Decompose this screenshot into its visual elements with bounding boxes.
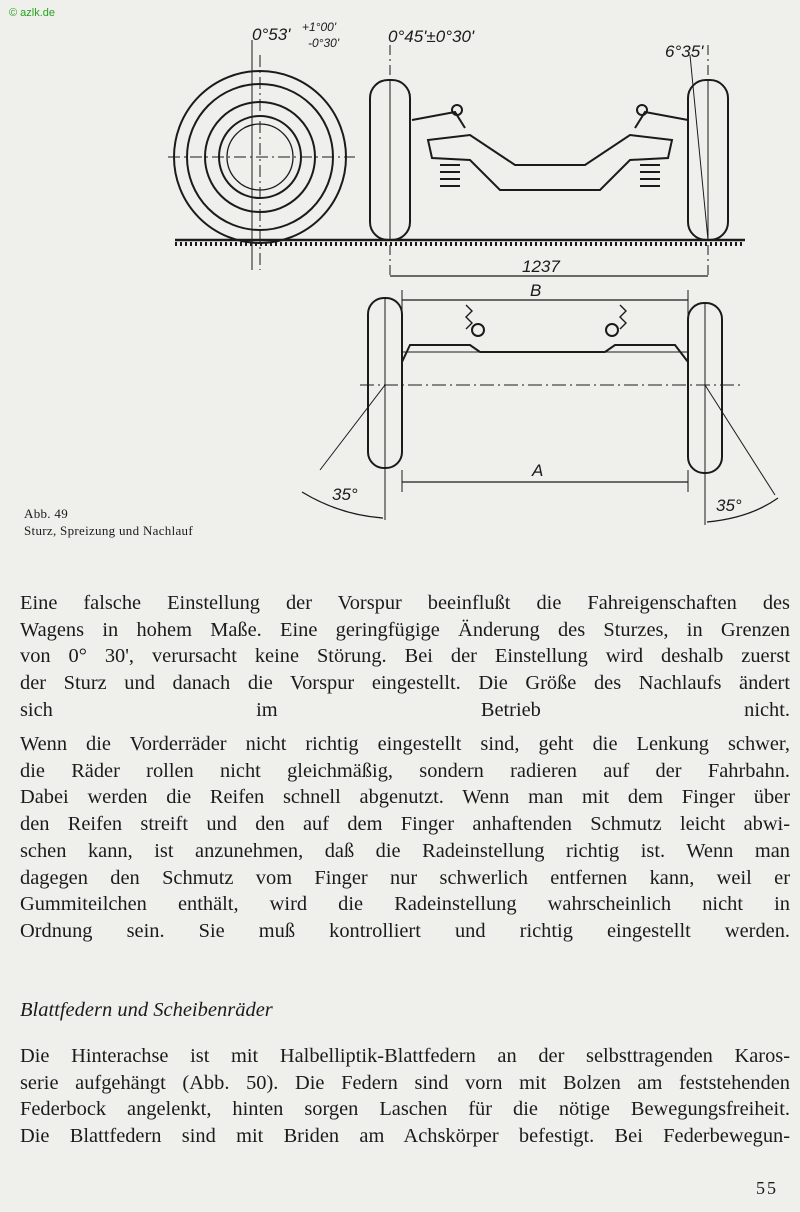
steering-angle-right-label: 35° — [716, 496, 742, 515]
paragraph-vorderraeder — [20, 731, 790, 945]
text-line: Wagens in hohem Maße. Eine geringfügige Änderung des Sturzes, in Grenzen — [20, 618, 790, 641]
kingpin-inclination-label: 0°45'±0°30' — [388, 27, 475, 46]
text-line: Federbock angelenkt, hinten sorgen Laschen für die nötige Bewegungsfreiheit. — [20, 1098, 790, 1121]
side-wheel-icon — [168, 40, 355, 270]
camber-label: 0°53' — [252, 25, 291, 44]
text-line: sich im Betrieb nicht. — [20, 698, 790, 721]
page-number: 55 — [756, 1178, 778, 1198]
suspension-diagram — [0, 0, 800, 560]
text-line: der Sturz und danach die Vorspur eingestellt. Die Größe des Nachlaufs ändert — [20, 672, 790, 695]
steering-angle-left-label: 35° — [332, 485, 358, 504]
front-axle-icon — [412, 105, 688, 190]
text-line: Eine falsche Einstellung der Vorspur beeinflußt die Fahreigenschaften des — [20, 592, 790, 614]
text-line: die Räder rollen nicht gleichmäßig, sondern radieren auf der Fahrbahn. — [20, 759, 790, 782]
text-line: Dabei werden die Reifen schnell abgenutzt. Wenn man mit dem Finger über — [20, 786, 790, 809]
paragraph-vorspur — [20, 590, 790, 724]
steering-linkage-icon — [402, 305, 688, 362]
text-line: serie aufgehängt (Abb. 50). Die Federn sind vorn mit Bolzen am feststehenden — [20, 1071, 790, 1094]
section-heading: Blattfedern und Scheibenräder — [20, 999, 273, 1021]
dimension-a-label: A — [532, 461, 544, 480]
text-line: Wenn die Vorderräder nicht richtig eingestellt sind, geht die Lenkung schwer, — [20, 733, 790, 755]
dimension-b-label: B — [530, 281, 542, 300]
text-line: den Reifen streift und den auf dem Finger anhaftenden Schmutz leicht abwi- — [20, 813, 790, 836]
text-line: von 0° 30', verursacht keine Störung. Bei der Einstellung wird deshalb zuerst — [20, 645, 790, 668]
text-line: Die Hinterachse ist mit Halbelliptik-Blattfedern an der selbsttragenden Karos- — [20, 1045, 790, 1067]
text-line: schen kann, ist anzunehmen, daß die Radeinstellung richtig ist. Wenn man — [20, 839, 790, 862]
figure-title: Sturz, Spreizung und Nachlauf — [24, 523, 193, 538]
figure-number: Abb. 49 — [24, 506, 68, 521]
figure-caption — [24, 505, 193, 539]
watermark: © azlk.de — [9, 7, 56, 19]
camber-tolerance-minus: -0°30' — [308, 36, 340, 50]
text-line: dagegen den Schmutz vom Finger nur schwerlich entfernen kann, weil er — [20, 866, 790, 889]
caster-label: 6°35' — [665, 42, 704, 61]
track-width-label: 1237 — [522, 257, 560, 276]
text-line: Gummiteilchen enthält, wird die Radeinstellung wahrscheinlich nicht in — [20, 893, 790, 916]
paragraph-blattfedern — [20, 1043, 790, 1150]
camber-tolerance-plus: +1°00' — [302, 20, 337, 34]
text-line: Die Blattfedern sind mit Briden am Achskörper befestigt. Bei Federbewegun- — [20, 1125, 790, 1148]
text-line: Ordnung sein. Sie muß kontrolliert und richtig eingestellt werden. — [20, 919, 790, 942]
